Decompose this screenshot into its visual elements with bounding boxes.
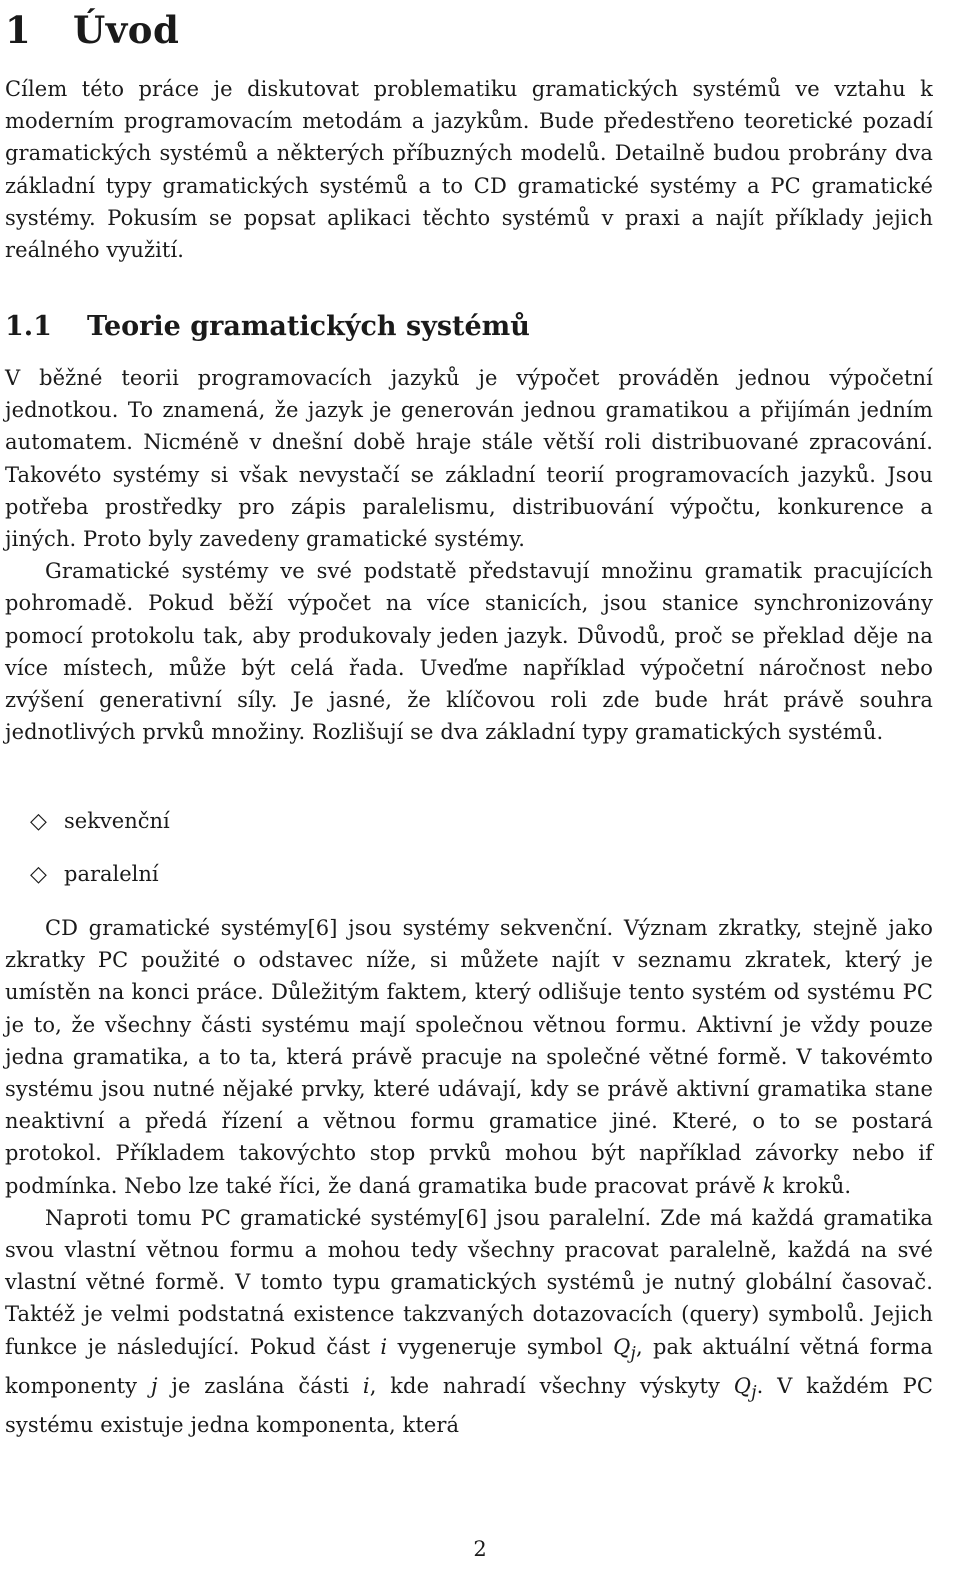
pc-text-e: , kde nahradí všechny výskyty <box>369 1374 720 1399</box>
var-j: j <box>150 1374 158 1399</box>
section-block <box>5 362 933 748</box>
pc-text-b: vygeneruje symbol <box>397 1334 603 1359</box>
diamond-bullet-icon: ◇ <box>30 862 47 887</box>
cd-paragraph <box>5 912 933 1202</box>
section-paragraph-2: Gramatické systémy ve své podstatě představují množinu gramatik pracujících pohromadě. Pokud běží výpočet na více stanicích, jsou stanice synchronizovány pomocí protokolu tak, aby produkovaly jeden jazyk. Důvodů, proč se překlad děje na více místech, může být celá řada. Uveďme například výpočetní náročnost nebo zvýšení generativní síly. Je jasné, že klíčovou roli zde bude hrát právě souhra jednotlivých prvků množiny. Rozlišují se dva základní typy gramatických systémů. <box>5 559 933 745</box>
intro-paragraph: Cílem této práce je diskutovat problematiku gramatických systémů ve vztahu k moderním programovacím metodám a jazykům. Bude předestřeno teoretické pozadí gramatických systémů a některých příbuzných modelů. Detailně budou probrány dva základní typy gramatických systémů a to CD gramatické systémy a PC gramatické systémy. Pokusím se popsat aplikaci těchto systémů v praxi a najít příklady jejich reálného využití. <box>5 77 933 263</box>
var-i: i <box>362 1374 370 1399</box>
chapter-number: 1 <box>5 8 32 52</box>
var-Q: Q <box>613 1334 631 1359</box>
pc-text-c: , pak aktuální větná forma komponenty <box>5 1334 933 1399</box>
section-number: 1.1 <box>5 311 52 342</box>
list-item-label: paralelní <box>64 862 159 886</box>
section-paragraph-1: V běžné teorii programovacích jazyků je výpočet prováděn jednou výpočetní jednotkou. To znamená, že jazyk je generován jednou gramatikou a přijímán jedním automatem. Nicméně v dnešní době hraje stále větší roli distribuované zpracování. Takovéto systémy si však nevystačí se základní teorií programovacích jazyků. Jsou potřeba prostředky pro zápis paralelismu, distribuování výpočtu, konkurence a jiných. Proto byly zavedeny gramatické systémy. <box>5 366 933 552</box>
var-k: k <box>762 1173 776 1198</box>
chapter-heading <box>5 8 179 52</box>
list-item <box>30 805 630 838</box>
page-number: 2 <box>473 1537 487 1561</box>
list-item <box>30 858 630 891</box>
pc-text-f: . V každém PC systému existuje jedna komponenta, která <box>5 1374 934 1438</box>
var-j: j <box>751 1383 757 1404</box>
section-title: Teorie gramatických systémů <box>87 311 530 342</box>
cd-text-b: kroků. <box>782 1173 852 1198</box>
list-item-label: sekvenční <box>64 809 170 833</box>
var-Q: Q <box>733 1374 752 1399</box>
cd-text-a: CD gramatické systémy[6] jsou systémy sekvenční. Význam zkratky, stejně jako zkratky PC použité o odstavec níže, si můžete najít v seznamu zkratek, který je umístěn na konci práce. Důležitým faktem, který odlišuje tento systém od systému PC je to, že všechny části systému mají společnou větnou formu. Aktivní je vždy pouze jedna gramatika, a to ta, která právě pracuje na společné větné formě. V takovémto systému jsou nutné nějaké prvky, které udávají, kdy se právě aktivní gramatika stane neaktivní a předá řízení a větnou formu gramatice jiné. Které, o to se postará protokol. Příkladem takovýchto stop prvků mohou být například závorky nebo if podmínka. Nebo lze také říci, že daná gramatika bude pracovat právě <box>5 916 933 1198</box>
pc-text-a: Naproti tomu PC gramatické systémy[6] jsou paralelní. Zde má každá gramatika svou vlastní větnou formu a mohou tedy všechny pracovat paralelně, každá na své vlastní větné formě. V tomto typu gramatických systémů je nutný globální časovač. Taktéž je velmi podstatná existence takzvaných dotazovacích (query) symbolů. Jejich funkce je následující. Pokud část <box>5 1205 933 1359</box>
diamond-bullet-icon: ◇ <box>30 809 47 834</box>
var-i: i <box>380 1334 388 1359</box>
section-heading <box>5 309 530 345</box>
var-j: j <box>630 1343 636 1364</box>
chapter-title: Úvod <box>73 8 180 52</box>
intro-block <box>5 73 933 266</box>
pc-paragraph <box>5 1202 933 1442</box>
pc-text-d: je zaslána části <box>171 1374 350 1399</box>
cd-pc-block <box>5 912 933 1442</box>
